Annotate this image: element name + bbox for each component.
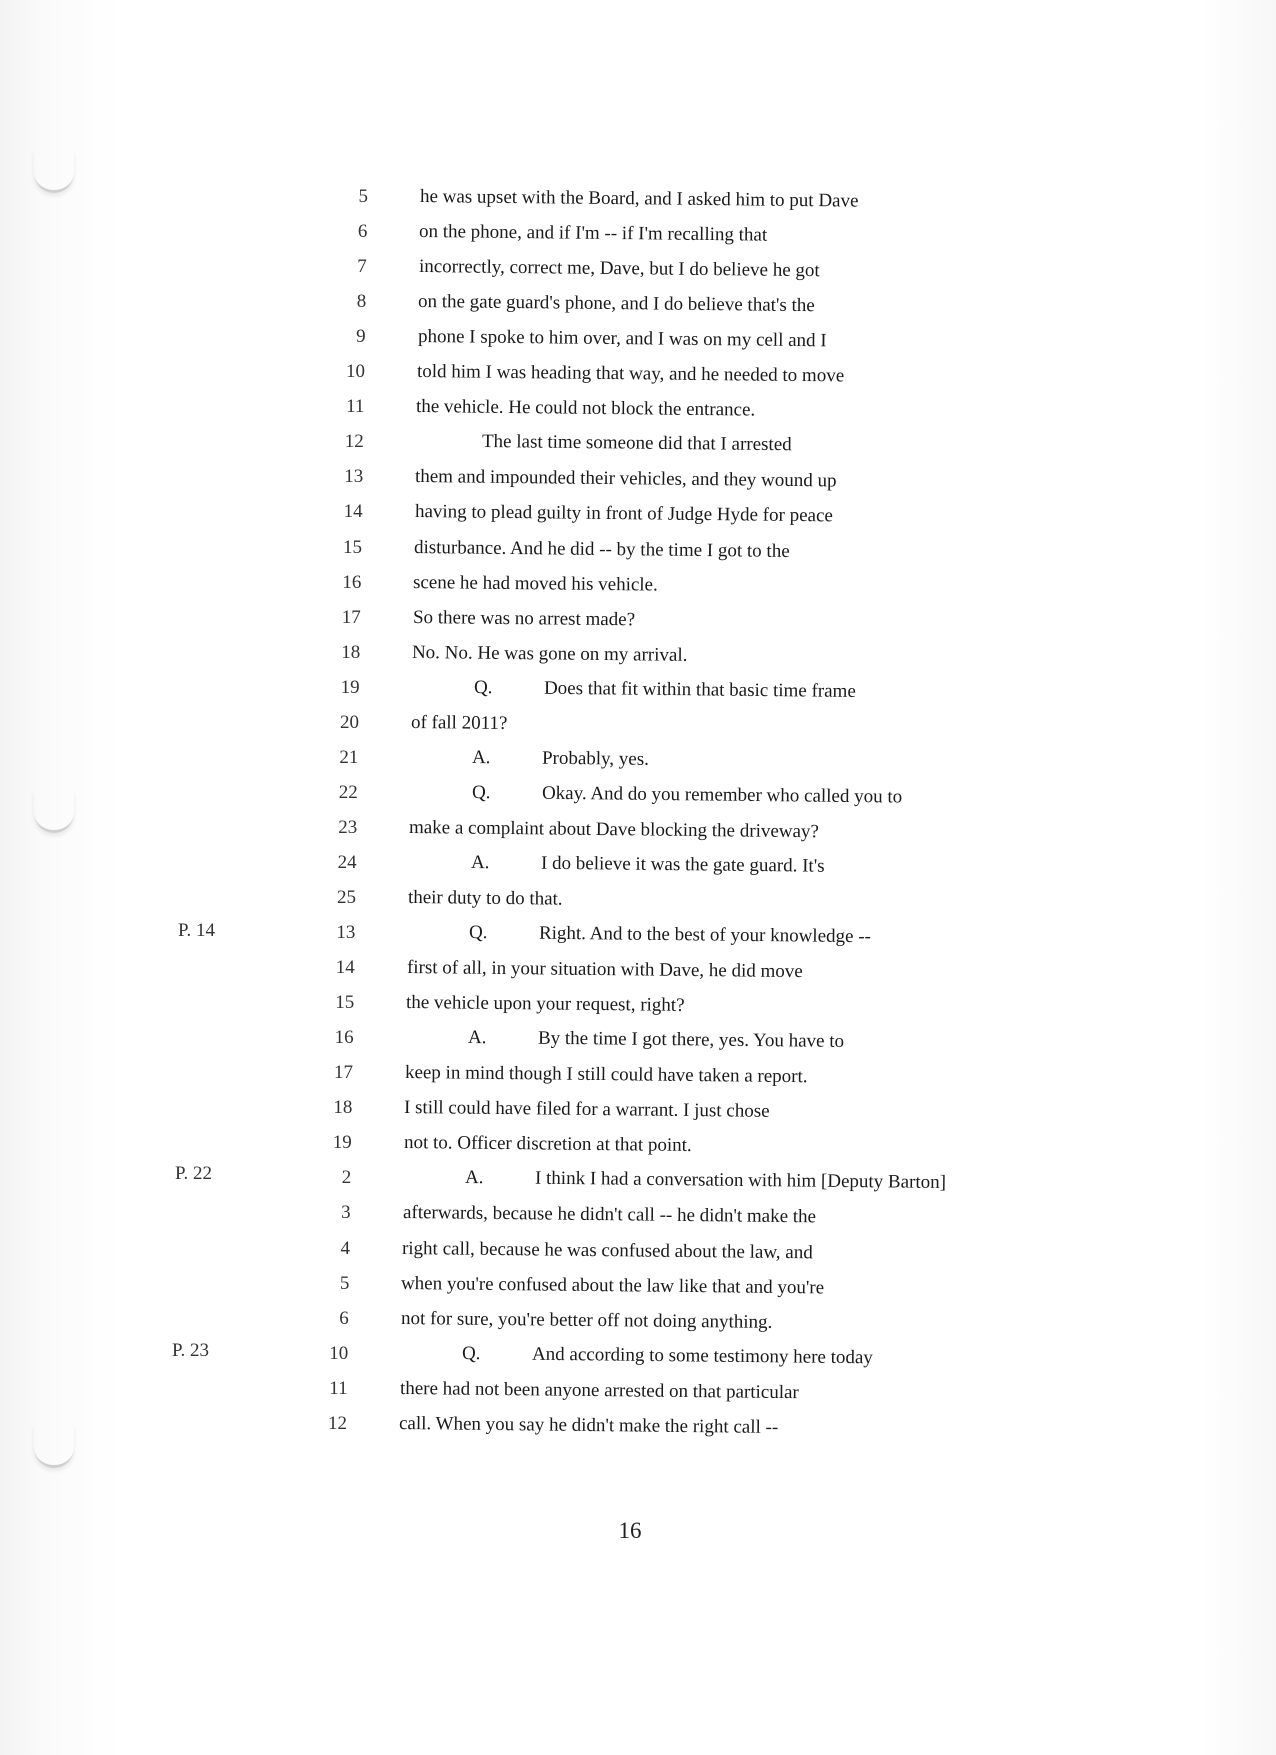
transcript-line	[0, 1378, 1276, 1408]
transcript-line	[0, 1273, 1276, 1303]
line-text: right call, because he was confused about the law, and	[401, 1237, 813, 1263]
line-text: their duty to do that.	[407, 887, 563, 910]
transcript-line	[0, 677, 1276, 707]
speaker-text: By the time I got there, yes. You have to	[537, 1027, 844, 1053]
speaker-label: A.	[472, 746, 491, 768]
speaker-label: Q.	[469, 922, 488, 944]
line-number: 17	[341, 606, 361, 628]
line-text	[472, 782, 902, 809]
line-text: incorrectly, correct me, Dave, but I do believe he got	[418, 256, 820, 282]
line-number: 14	[343, 501, 363, 523]
speaker-text: Okay. And do you remember who called you to	[541, 782, 903, 808]
transcript-line	[0, 431, 1276, 461]
line-number: 21	[339, 746, 359, 768]
line-number: 12	[344, 431, 364, 453]
speaker-text: Does that fit within that basic time frame	[543, 677, 856, 702]
line-number: 3	[341, 1202, 351, 1224]
line-text: not for sure, you're better off not doing anything.	[400, 1307, 773, 1333]
line-text: call. When you say he didn't make the right call --	[398, 1412, 779, 1438]
line-number: 10	[346, 361, 365, 383]
transcript-line	[0, 396, 1276, 426]
line-number: 22	[338, 781, 358, 803]
line-number: 14	[335, 957, 355, 979]
line-number: 6	[357, 221, 368, 243]
line-text	[470, 852, 824, 878]
line-text: told him I was heading that way, and he needed to move	[416, 361, 845, 387]
line-text: the vehicle upon your request, right?	[406, 992, 685, 1017]
line-text	[465, 1167, 946, 1194]
line-number: 12	[328, 1412, 347, 1434]
speaker-label: Q.	[471, 781, 491, 804]
line-text: afterwards, because he didn't call -- he didn't make the	[402, 1202, 816, 1228]
line-number: 7	[357, 256, 367, 278]
line-number: 19	[332, 1132, 352, 1154]
speaker-label: A.	[470, 851, 490, 874]
line-text: having to plead guilty in front of Judge Hyde for peace	[414, 501, 833, 527]
speaker-text: I think I had a conversation with him [Deputy Barton]	[535, 1168, 947, 1194]
line-text: disturbance. And he did -- by the time I got to the	[413, 536, 790, 562]
page-reference: P. 23	[172, 1340, 209, 1361]
transcript-line	[0, 1062, 1276, 1092]
line-number: 8	[356, 291, 367, 313]
line-number: 2	[341, 1167, 352, 1189]
line-number: 20	[340, 711, 359, 733]
speaker-text: I do believe it was the gate guard. It's	[540, 852, 825, 877]
page-reference: P. 22	[175, 1163, 212, 1184]
line-number: 9	[356, 326, 366, 348]
speaker-label: A.	[465, 1167, 484, 1189]
transcript-line	[0, 922, 1276, 952]
transcript-line	[0, 957, 1276, 987]
line-text: when you're confused about the law like that and you're	[401, 1272, 825, 1298]
line-text: the vehicle. He could not block the entrance.	[416, 396, 756, 421]
transcript-line	[0, 291, 1276, 321]
transcript-line	[0, 1097, 1276, 1127]
line-text: there had not been anyone arrested on that particular	[399, 1377, 799, 1403]
line-number: 18	[341, 641, 361, 663]
line-text: he was upset with the Board, and I asked him to put Dave	[419, 186, 859, 212]
transcript-line	[0, 992, 1276, 1022]
speaker-text: Probably, yes.	[542, 747, 650, 770]
line-text: on the gate guard's phone, and I do believe that's the	[418, 291, 816, 317]
line-number: 17	[334, 1062, 353, 1084]
transcript-line	[0, 1132, 1276, 1162]
transcript-line	[0, 1238, 1276, 1268]
page-number: 16	[618, 1518, 642, 1543]
transcript-line	[0, 361, 1276, 391]
line-text: of fall 2011?	[410, 711, 508, 734]
line-text: make a complaint about Dave blocking the driveway?	[409, 816, 820, 843]
line-number: 13	[336, 922, 356, 944]
line-text	[467, 1027, 843, 1053]
line-text	[472, 747, 649, 771]
transcript-line	[0, 817, 1276, 847]
line-number: 10	[329, 1342, 349, 1364]
line-text: phone I spoke to him over, and I was on my cell and I	[417, 326, 827, 352]
transcript-line	[0, 221, 1276, 251]
line-number: 6	[339, 1307, 349, 1329]
transcript-line	[0, 1413, 1276, 1443]
line-text	[462, 1343, 873, 1369]
transcript-line	[0, 1343, 1276, 1373]
line-number: 23	[338, 816, 358, 838]
line-number: 5	[358, 186, 368, 207]
line-number: 25	[337, 887, 356, 908]
transcript-line	[0, 642, 1276, 672]
transcript-line	[0, 501, 1276, 531]
transcript-line	[0, 1027, 1276, 1057]
line-text: first of all, in your situation with Dave, he did move	[406, 957, 803, 983]
speaker-label: Q.	[462, 1342, 481, 1364]
line-text	[469, 922, 871, 948]
line-text: So there was no arrest made?	[412, 606, 636, 630]
transcript-line	[0, 572, 1276, 602]
line-number: 13	[344, 466, 364, 488]
transcript-line	[0, 326, 1276, 356]
line-number: 15	[343, 536, 362, 558]
page-reference: P. 14	[178, 920, 215, 941]
line-text: keep in mind though I still could have taken a report.	[404, 1062, 808, 1088]
transcript-line	[0, 607, 1276, 637]
transcript-line	[0, 1202, 1276, 1232]
speaker-label: Q.	[473, 676, 493, 698]
transcript-line	[0, 852, 1276, 882]
line-text: I still could have filed for a warrant. I just chose	[404, 1097, 771, 1123]
line-number: 11	[346, 396, 365, 418]
transcript-line	[0, 712, 1276, 742]
line-number: 18	[333, 1097, 353, 1119]
line-text: not to. Officer discretion at that point.	[403, 1132, 692, 1157]
line-number: 4	[340, 1237, 350, 1259]
transcript-line	[0, 256, 1276, 286]
line-number: 11	[329, 1377, 348, 1399]
line-number: 24	[337, 851, 357, 873]
line-number: 16	[334, 1027, 354, 1049]
transcript-line	[0, 782, 1276, 812]
line-text	[473, 677, 855, 703]
transcript-line	[0, 887, 1276, 917]
speaker-text: Right. And to the best of your knowledge --	[539, 922, 872, 948]
line-text: them and impounded their vehicles, and they wound up	[415, 466, 837, 492]
line-number: 15	[335, 992, 355, 1014]
line-text: on the phone, and if I'm -- if I'm recalling that	[419, 221, 768, 246]
transcript-line	[0, 186, 1276, 216]
transcript-line	[0, 537, 1276, 567]
line-text: No. No. He was gone on my arrival.	[412, 641, 688, 666]
transcript-line	[0, 1308, 1276, 1338]
line-number: 19	[340, 676, 360, 698]
transcript-line	[0, 747, 1276, 777]
transcript-line	[0, 1167, 1276, 1197]
speaker-label: A.	[467, 1027, 487, 1049]
transcript-line	[0, 466, 1276, 496]
speaker-text: And according to some testimony here today	[532, 1343, 874, 1368]
line-text: scene he had moved his vehicle.	[413, 571, 659, 596]
line-text: The last time someone did that I arrested	[481, 431, 792, 456]
line-number: 16	[342, 571, 362, 593]
line-number: 5	[339, 1272, 350, 1294]
